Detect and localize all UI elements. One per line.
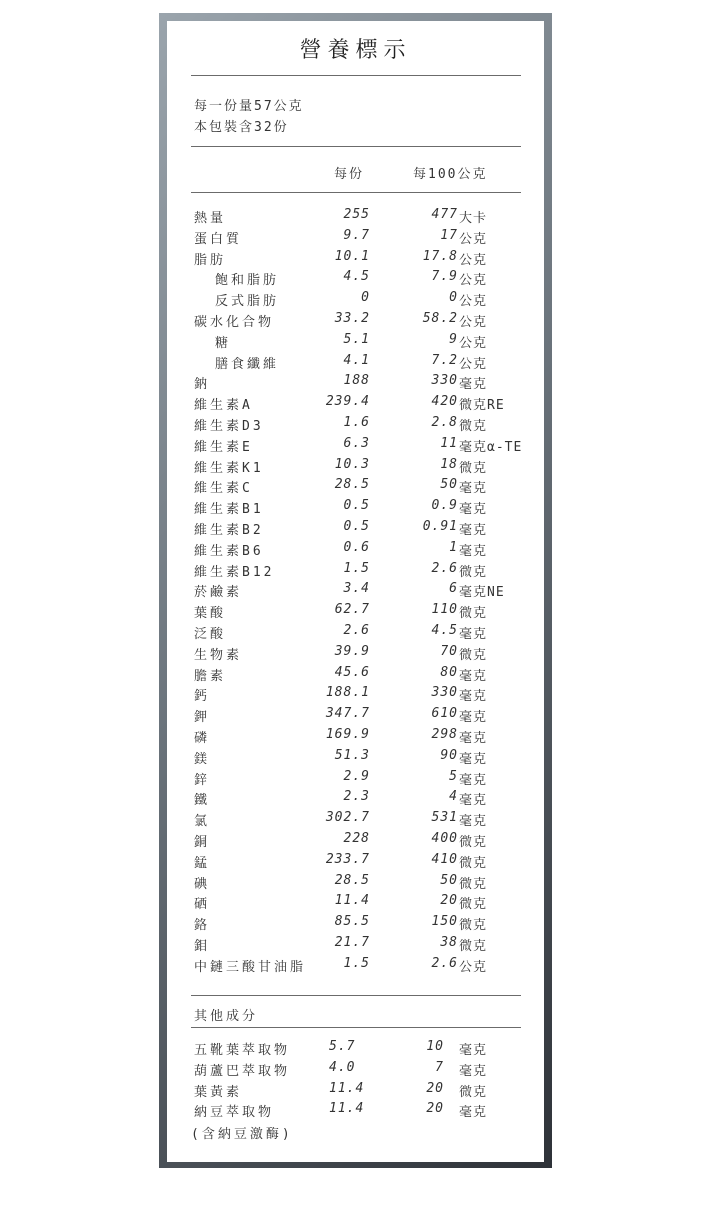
nutrient-row [167, 249, 544, 270]
per-100g-value: 420 [431, 394, 458, 410]
nutrient-row [167, 810, 544, 831]
per-serving-value: 188.1 [325, 685, 370, 701]
divider [191, 146, 521, 147]
nutrient-name: 維生素D3 [194, 419, 264, 434]
nutrient-name: 維生素B1 [194, 502, 264, 518]
unit: 毫克α-TE [459, 439, 523, 455]
per-serving-value: 5.7 [329, 1039, 356, 1054]
nutrient-row [167, 353, 544, 374]
unit: 毫克 [459, 751, 488, 767]
per-serving-value: 188 [343, 373, 370, 389]
unit: 毫克 [459, 710, 488, 726]
unit: 微克 [459, 460, 488, 476]
per-100g-value: 0 [449, 290, 458, 306]
per-serving-value: 33.2 [334, 311, 370, 326]
per-serving-value: 28.5 [334, 477, 370, 493]
per-100g-value: 1 [449, 539, 458, 555]
per-100g-value: 50 [440, 872, 458, 888]
unit: 公克 [459, 231, 488, 247]
nutrient-row [167, 623, 544, 644]
per-serving-value: 169.9 [325, 727, 370, 742]
unit: 毫克 [459, 814, 488, 830]
nutrient-row [167, 831, 544, 852]
nutrient-row [167, 373, 544, 394]
unit: 公克 [459, 315, 488, 330]
nutrient-name: 維生素E [194, 439, 253, 455]
nutrient-name: 中鏈三酸甘油脂 [194, 959, 307, 975]
per-100g-value: 17 [440, 227, 458, 243]
unit: 毫克 [459, 731, 488, 746]
nutrient-name: 菸鹼素 [194, 585, 243, 601]
unit: 毫克 [459, 689, 488, 705]
nutrient-row [167, 561, 544, 582]
nutrient-row [167, 727, 544, 748]
other-ingredient-row [167, 1060, 544, 1081]
unit: 毫克 [459, 543, 488, 559]
nutrient-name: 錳 [194, 855, 211, 871]
nutrient-row [167, 685, 544, 706]
unit: 毫克 [459, 377, 488, 393]
per-serving-value: 302.7 [325, 810, 370, 826]
per-serving-value: 62.7 [334, 602, 370, 618]
per-100g-value: 11 [440, 435, 458, 451]
per-100g-value: 80 [440, 664, 458, 680]
ingredient-name: 葫蘆巴萃取物 [194, 1063, 291, 1079]
unit: 微克 [459, 918, 488, 934]
unit: 大卡 [459, 211, 488, 226]
unit: 微克 [459, 835, 488, 850]
per-100g-value: 58.2 [422, 311, 458, 326]
per-serving-value: 6.3 [343, 435, 370, 451]
nutrient-name: 鎂 [194, 751, 211, 767]
nutrient-name: 膳食纖維 [215, 356, 280, 372]
nutrient-row [167, 665, 544, 686]
unit: 毫克 [459, 523, 488, 538]
per-100g-value: 4 [449, 789, 458, 805]
nutrient-row [167, 477, 544, 498]
nutrient-name: 蛋白質 [194, 231, 243, 247]
unit: 公克 [459, 252, 488, 268]
per-serving-value: 0.5 [343, 519, 370, 534]
nutrient-name: 磷 [194, 731, 211, 746]
nutrient-name: 碘 [194, 876, 211, 892]
nutrient-name: 脂肪 [194, 252, 227, 268]
nutrient-row [167, 706, 544, 727]
per-serving-value: 51.3 [334, 747, 370, 763]
per-serving-value: 11.4 [329, 1101, 365, 1117]
nutrient-row [167, 769, 544, 790]
per-100g-value: 2.6 [431, 560, 458, 576]
nutrient-name: 糖 [215, 335, 232, 351]
per-serving-value: 5.1 [343, 331, 370, 347]
per-serving-value: 0 [361, 290, 370, 306]
nutrient-row [167, 519, 544, 540]
per-100g-value: 330 [431, 373, 458, 389]
divider [191, 995, 521, 996]
nutrient-row [167, 436, 544, 457]
per-serving-value: 1.5 [343, 560, 370, 576]
unit: 公克 [459, 273, 488, 289]
divider [191, 192, 521, 193]
per-serving-value: 0.6 [343, 539, 370, 555]
per-serving-value: 4.5 [343, 269, 370, 285]
per-100g-value: 531 [431, 810, 458, 826]
per-serving-value: 39.9 [334, 643, 370, 659]
per-serving-value: 3.4 [343, 581, 370, 597]
unit: 毫克 [459, 772, 488, 788]
nutrient-name: 維生素K1 [194, 460, 264, 476]
nutrient-name: 維生素A [194, 398, 253, 414]
nutrient-row [167, 394, 544, 415]
per-serving-value: 2.6 [343, 623, 370, 638]
nutrient-row [167, 893, 544, 914]
nutrient-name: 銅 [194, 835, 211, 850]
nutrient-name: 生物素 [194, 647, 243, 663]
label-title: 營養標示 [299, 38, 412, 63]
nutrient-row [167, 935, 544, 956]
unit: 毫克 [459, 668, 488, 684]
per-100g-value: 330 [431, 685, 458, 701]
nutrient-row [167, 311, 544, 332]
per-100g-value: 6 [449, 581, 458, 597]
per-100g-value: 50 [440, 477, 458, 493]
divider [191, 75, 521, 76]
per-100g-value: 150 [431, 914, 458, 930]
nutrient-row [167, 748, 544, 769]
per-100g-value: 7.2 [431, 352, 458, 368]
per-100g-value: 20 [426, 1080, 444, 1096]
per-serving-value: 21.7 [334, 935, 370, 950]
nutrient-row [167, 332, 544, 353]
per-100g-value: 110 [431, 602, 458, 618]
nutrient-name: 硒 [194, 897, 211, 913]
unit: 公克 [459, 335, 488, 351]
unit: 微克 [459, 1084, 488, 1100]
nutrient-row [167, 852, 544, 873]
per-serving-value: 11.4 [334, 893, 370, 909]
nutrient-name: 鉻 [194, 918, 211, 934]
per-100g-value: 20 [440, 893, 458, 909]
other-ingredient-row [167, 1039, 544, 1060]
unit: 微克 [459, 606, 488, 622]
per-100g-value: 477 [431, 207, 458, 222]
per-100g-value: 70 [440, 643, 458, 659]
unit: 微克 [459, 564, 488, 580]
per-serving-value: 4.0 [329, 1059, 356, 1075]
per-serving-value: 28.5 [334, 872, 370, 888]
nutrient-name: 維生素B12 [194, 564, 275, 580]
nutrient-name: 氯 [194, 814, 211, 830]
per-serving-value: 1.5 [343, 955, 370, 971]
per-100g-value: 400 [431, 831, 458, 846]
nutrient-row [167, 207, 544, 228]
per-serving-value: 10.1 [334, 248, 370, 264]
other-ingredient-row [167, 1081, 544, 1102]
nutrient-name: 鈉 [194, 377, 211, 393]
nutrient-name: 維生素B2 [194, 523, 264, 538]
nutrient-name: 維生素C [194, 481, 253, 497]
nutrient-row [167, 540, 544, 561]
nutrient-name: 鉬 [194, 939, 211, 954]
unit: 公克 [459, 356, 488, 372]
per-100g-value: 18 [440, 456, 458, 472]
per-100g-value: 2.8 [431, 415, 458, 430]
unit: 毫克 [459, 1063, 488, 1079]
nutrient-name: 鉀 [194, 710, 211, 726]
unit: 微克 [459, 855, 488, 871]
unit: 毫克 [459, 793, 488, 809]
per-serving-value: 4.1 [343, 352, 370, 368]
ingredient-name: 納豆萃取物 [194, 1105, 275, 1121]
unit: 毫克NE [459, 585, 505, 601]
per-100g-value: 0.9 [431, 498, 458, 514]
per-serving-value: 10.3 [334, 456, 370, 472]
unit: 微克 [459, 897, 488, 913]
per-100g-value: 20 [426, 1101, 444, 1117]
unit: 公克 [459, 294, 488, 310]
per-100g-value: 7 [435, 1059, 444, 1075]
unit: 毫克 [459, 627, 488, 642]
serving-size: 每一份量57公克 [194, 99, 304, 114]
other-ingredients-title: 其他成分 [194, 1009, 259, 1024]
per-100g-value: 38 [440, 935, 458, 950]
per-serving-value: 347.7 [325, 706, 370, 722]
per-100g-value: 610 [431, 706, 458, 722]
per-100g-value: 0.91 [422, 519, 458, 534]
nutrient-name: 泛酸 [194, 627, 227, 642]
per-serving-value: 11.4 [329, 1080, 365, 1096]
unit: 微克 [459, 647, 488, 663]
unit: 毫克 [459, 1105, 488, 1121]
per-serving-value: 2.3 [343, 789, 370, 805]
servings-per-package: 本包裝含32份 [194, 120, 289, 135]
nutrient-row [167, 789, 544, 810]
unit: 微克 [459, 419, 488, 434]
nutrient-row [167, 228, 544, 249]
nutrient-name: 鋅 [194, 772, 211, 788]
other-ingredient-row [167, 1101, 544, 1122]
nutrient-row [167, 956, 544, 977]
nutrient-row [167, 581, 544, 602]
per-serving-value: 1.6 [343, 415, 370, 430]
nutrient-name: 碳水化合物 [194, 315, 275, 330]
per-100g-value: 10 [426, 1039, 444, 1054]
per-100g-value: 7.9 [431, 269, 458, 285]
ingredient-name: 葉黃素 [194, 1084, 243, 1100]
unit: 微克RE [459, 398, 505, 414]
nutrient-name: 鈣 [194, 689, 211, 705]
per-100g-value: 5 [449, 768, 458, 784]
unit: 微克 [459, 876, 488, 892]
nutrient-name: 反式脂肪 [215, 294, 280, 310]
footnote: (含納豆激酶) [191, 1127, 293, 1142]
column-header-per-100g: 每100公克 [413, 167, 488, 182]
per-serving-value: 0.5 [343, 498, 370, 514]
unit: 公克 [459, 959, 488, 975]
column-header-per-serving: 每份 [334, 167, 365, 182]
unit: 毫克 [459, 481, 488, 497]
nutrient-name: 鐵 [194, 793, 211, 809]
per-serving-value: 239.4 [325, 394, 370, 410]
nutrient-name: 膽素 [194, 668, 227, 684]
nutrient-row [167, 644, 544, 665]
per-100g-value: 298 [431, 727, 458, 742]
nutrient-row [167, 457, 544, 478]
nutrient-row [167, 290, 544, 311]
per-serving-value: 233.7 [325, 851, 370, 867]
unit: 毫克 [459, 1043, 488, 1058]
nutrient-name: 熱量 [194, 211, 227, 226]
nutrient-row [167, 498, 544, 519]
per-100g-value: 2.6 [431, 955, 458, 971]
nutrient-name: 飽和脂肪 [215, 273, 280, 289]
ingredient-name: 五靴葉萃取物 [194, 1043, 291, 1058]
per-100g-value: 9 [449, 331, 458, 347]
unit: 毫克 [459, 502, 488, 518]
nutrient-name: 葉酸 [194, 606, 227, 622]
per-100g-value: 90 [440, 747, 458, 763]
nutrient-row [167, 873, 544, 894]
nutrition-label [167, 21, 544, 1162]
nutrient-name: 維生素B6 [194, 543, 264, 559]
per-100g-value: 410 [431, 851, 458, 867]
nutrient-row [167, 415, 544, 436]
unit: 微克 [459, 939, 488, 954]
per-100g-value: 17.8 [422, 248, 458, 264]
per-serving-value: 2.9 [343, 768, 370, 784]
per-serving-value: 85.5 [334, 914, 370, 930]
nutrient-row [167, 914, 544, 935]
per-serving-value: 228 [343, 831, 370, 846]
per-100g-value: 4.5 [431, 623, 458, 638]
per-serving-value: 45.6 [334, 664, 370, 680]
per-serving-value: 255 [343, 207, 370, 222]
divider [191, 1027, 521, 1028]
nutrient-row [167, 602, 544, 623]
nutrient-row [167, 269, 544, 290]
per-serving-value: 9.7 [343, 227, 370, 243]
